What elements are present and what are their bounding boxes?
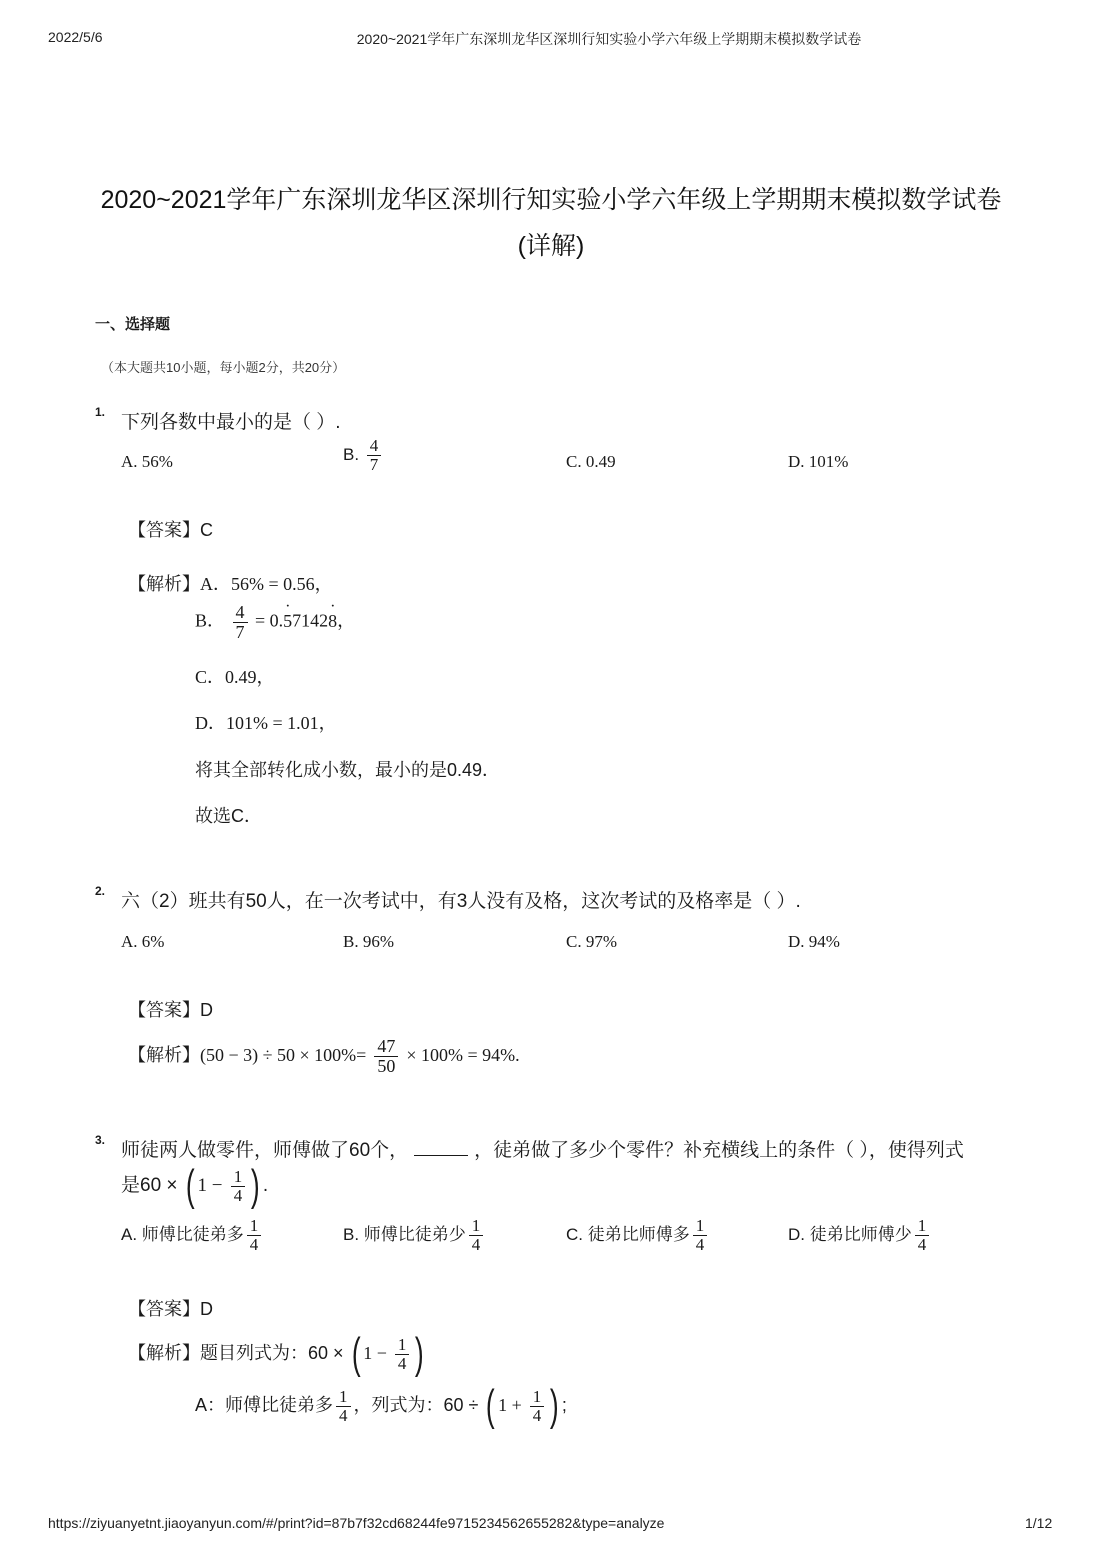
fraction-numerator: 47 xyxy=(374,1037,398,1057)
analysis-text: A：师傅比徒弟多 xyxy=(195,1394,334,1415)
option-a[interactable] xyxy=(121,932,164,952)
analysis-text: 7142 xyxy=(292,610,329,631)
option-d[interactable] xyxy=(788,1217,932,1254)
fraction xyxy=(915,1217,930,1254)
option-d[interactable] xyxy=(788,452,848,472)
fraction-numerator: 1 xyxy=(231,1168,246,1187)
analysis-line-3: C．0.49， xyxy=(195,667,275,687)
analysis-label: 【解析】 xyxy=(128,1342,200,1363)
analysis-text: B． xyxy=(195,610,226,631)
fraction-denominator: 7 xyxy=(369,454,379,474)
analysis-text: A．56% = 0.56， xyxy=(200,574,333,594)
print-date: 2022/5/6 xyxy=(48,29,103,45)
option-label: B. 师傅比徒弟少 xyxy=(343,1224,466,1244)
fraction-denominator: 4 xyxy=(397,1353,407,1373)
fraction-denominator: 4 xyxy=(249,1234,259,1254)
fraction-numerator: 1 xyxy=(247,1217,262,1236)
fraction xyxy=(469,1217,484,1254)
fraction xyxy=(247,1217,262,1254)
option-label: C. 0.49 xyxy=(566,452,616,471)
fraction-numerator: 1 xyxy=(336,1388,351,1407)
analysis-line-2 xyxy=(195,603,355,642)
analysis-text: ，列式为：60 ÷ xyxy=(353,1394,479,1415)
fraction xyxy=(530,1388,545,1425)
analysis-label: 【解析】 xyxy=(128,574,200,594)
option-label: D. 94% xyxy=(788,932,840,951)
option-c[interactable] xyxy=(566,932,617,952)
repeating-digit: · 8 xyxy=(328,611,337,631)
right-parenthesis: ) xyxy=(251,1161,260,1210)
question-text-line2 xyxy=(121,1161,269,1210)
fraction-denominator: 7 xyxy=(235,621,245,642)
left-parenthesis: ( xyxy=(351,1329,361,1378)
fraction-denominator: 4 xyxy=(532,1405,542,1425)
analysis-line-5: 将其全部转化成小数，最小的是0.49． xyxy=(195,760,501,780)
page-number: 1/12 xyxy=(1025,1515,1053,1531)
option-label: C. 97% xyxy=(566,932,617,951)
fraction-denominator: 4 xyxy=(339,1405,348,1425)
analysis-label: 【解析】 xyxy=(128,1045,200,1066)
fraction-numerator: 1 xyxy=(693,1217,708,1236)
fraction xyxy=(395,1336,410,1373)
option-label: A. 56% xyxy=(121,452,173,471)
fraction-denominator: 50 xyxy=(377,1055,396,1076)
repeating-digit: · 5 xyxy=(283,611,292,631)
analysis-line-1 xyxy=(128,570,333,596)
fraction-numerator: 1 xyxy=(915,1217,930,1236)
print-header-title: 2020~2021学年广东深圳龙华区深圳行知实验小学六年级上学期期末模拟数学试卷 xyxy=(356,31,862,47)
fraction xyxy=(233,603,248,642)
option-b[interactable] xyxy=(343,932,394,952)
option-a[interactable] xyxy=(121,452,173,472)
question-text: 下列各数中最小的是（ ）. xyxy=(121,412,341,433)
expression: 1 + xyxy=(498,1394,522,1415)
fraction-denominator: 4 xyxy=(471,1234,481,1254)
analysis-line-4: D．101% = 1.01， xyxy=(195,713,337,733)
question-number: 2. xyxy=(95,884,106,898)
option-label: B. xyxy=(343,444,360,464)
question-number: 1. xyxy=(95,405,106,419)
fraction-numerator: 1 xyxy=(530,1388,545,1407)
fraction xyxy=(693,1217,708,1254)
fraction-denominator: 4 xyxy=(695,1234,705,1254)
analysis-text: ， xyxy=(337,610,356,631)
option-label: A. 6% xyxy=(121,932,165,951)
analysis-line-6: 故选C． xyxy=(195,806,262,826)
analysis-text: 题目列式为：60 × xyxy=(200,1342,344,1363)
fraction-numerator: 1 xyxy=(395,1336,410,1355)
fraction xyxy=(374,1037,398,1076)
question-text-part: 师徒两人做零件，师傅做了60个， xyxy=(121,1140,409,1161)
expression: 1 − xyxy=(363,1342,387,1363)
section-note: （本大题共10小题，每小题2分，共20分） xyxy=(101,360,346,375)
option-label: D. 101% xyxy=(788,452,849,471)
answer-label: 【答案】 xyxy=(128,1000,200,1020)
option-label: B. 96% xyxy=(343,932,394,951)
answer-value: D xyxy=(200,1000,213,1020)
analysis-line-1 xyxy=(128,1329,427,1378)
question-number: 3. xyxy=(95,1133,106,1147)
option-c[interactable] xyxy=(566,1217,710,1254)
option-label: D. 徒弟比师傅少 xyxy=(788,1224,912,1244)
right-parenthesis: ) xyxy=(550,1381,559,1430)
answer-line xyxy=(128,516,213,542)
option-d[interactable] xyxy=(788,932,840,952)
option-c[interactable] xyxy=(566,452,616,472)
fraction-numerator: 4 xyxy=(367,437,382,456)
analysis-line-2 xyxy=(195,1381,567,1430)
document-title-line2: (详解) xyxy=(517,232,585,260)
fraction xyxy=(367,437,382,474)
question-text: 六（2）班共有50人，在一次考试中，有3人没有及格，这次考试的及格率是（ ）. xyxy=(121,891,801,912)
answer-value: C xyxy=(200,520,213,540)
option-a[interactable] xyxy=(121,1217,264,1254)
question-text xyxy=(121,1135,964,1162)
option-label: C. 徒弟比师傅多 xyxy=(566,1224,690,1244)
fraction-denominator: 4 xyxy=(917,1234,927,1254)
answer-label: 【答案】 xyxy=(128,520,200,540)
left-parenthesis: ( xyxy=(185,1161,195,1210)
option-b[interactable] xyxy=(343,1217,486,1254)
analysis-text: ; xyxy=(561,1394,567,1415)
option-label: A. 师傅比徒弟多 xyxy=(121,1224,244,1244)
answer-value: D xyxy=(200,1299,213,1319)
expression: 1 − xyxy=(197,1175,223,1197)
option-b[interactable] xyxy=(343,437,384,474)
right-parenthesis: ) xyxy=(415,1329,425,1378)
left-parenthesis: ( xyxy=(486,1381,496,1430)
section-heading: 一、选择题 xyxy=(95,316,171,333)
analysis-text: × 100% = 94%. xyxy=(406,1045,520,1066)
footer-url[interactable]: https://ziyuanyetnt.jiaoyanyun.com/#/print?id=87b7f32cd68244fe9715234562655282&type=analyze xyxy=(48,1515,665,1531)
fraction-denominator: 4 xyxy=(233,1185,243,1205)
answer-line xyxy=(128,1295,213,1321)
analysis-text: (50 − 3) ÷ 50 × 100%= xyxy=(200,1045,367,1066)
fraction-numerator: 1 xyxy=(469,1217,484,1236)
fraction-numerator: 4 xyxy=(233,603,248,623)
answer-line xyxy=(128,996,213,1022)
question-text-part: ，徒弟做了多少个零件？补充横线上的条件（ ），使得列式 xyxy=(474,1140,964,1161)
analysis-text: = 0. xyxy=(255,610,284,631)
fill-in-blank[interactable] xyxy=(414,1136,468,1156)
analysis-line-1 xyxy=(128,1037,520,1076)
document-title-line1: 2020~2021学年广东深圳龙华区深圳行知实验小学六年级上学期期末模拟数学试卷 xyxy=(100,186,1002,214)
fraction xyxy=(336,1388,351,1425)
question-text-part: 是60 × xyxy=(121,1175,178,1197)
question-text-part: . xyxy=(262,1175,269,1197)
fraction xyxy=(231,1168,246,1205)
answer-label: 【答案】 xyxy=(128,1299,200,1319)
